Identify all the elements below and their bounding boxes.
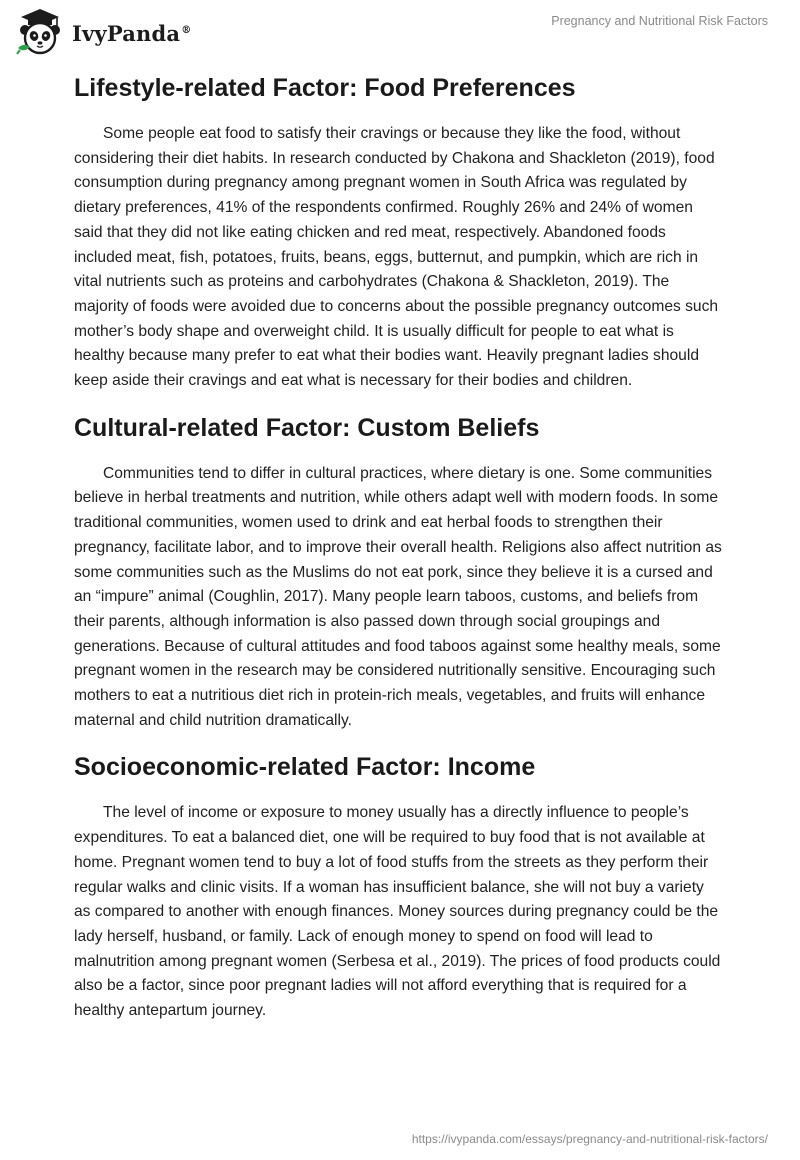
registered-mark: ® <box>181 24 192 36</box>
brand-name: IvyPanda® <box>72 20 192 46</box>
section-paragraph: Some people eat food to satisfy their cravings or because they like the food, without considering their diet habits. In research conducted by Chakona and Shackleton (2019), food consumption during pregnancy among pregnant women in South Africa was regulated by dietary preferences, 41% of the respondents confirmed. Roughly 26% and 24% of women said that they did not like eating chicken and red meat, respectively. Abandoned foods included meat, fish, potatoes, fruits, beans, eggs, butternut, and pumpkin, which are rich in vital nutrients such as proteins and carbohydrates (Chakona & Shackleton, 2019). The majority of foods were avoided due to concerns about the possible pregnancy outcomes such mother’s body shape and overweight child. It is usually difficult for people to eat what is healthy because many prefer to eat what their bodies want. Heavily pregnant ladies should keep aside their cravings and eat what is necessary for their bodies and children. <box>74 125 719 390</box>
page-header <box>0 0 800 64</box>
source-url-link[interactable]: https://ivypanda.com/essays/pregnancy-and-nutritional-risk-factors/ <box>411 1132 768 1146</box>
section-heading: Lifestyle-related Factor: Food Preferences <box>74 74 576 102</box>
panda-logo-icon <box>14 6 66 58</box>
section-income <box>74 749 724 1023</box>
section-heading: Socioeconomic-related Factor: Income <box>74 753 536 782</box>
ivypanda-logo[interactable] <box>14 6 191 58</box>
section-paragraph: Communities tend to differ in cultural practices, where dietary is one. Some communities believe in herbal treatments and nutrition, while others adapt well with modern foods. In some traditional communities, women used to drink and eat herbal foods to strengthen their pregnancy, facilitate labor, and to improve their overall health. Religions also affect nutrition as some communities such as the Muslims do not eat pork, since they believe it is a cursed and an “impure” animal (Coughlin, 2017). Many people learn taboos, customs, and beliefs from their parents, although information is also passed down through social groupings and generations. Because of cultural attitudes and food taboos against some healthy meals, some pregnant women in the research may be considered nutritionally sensitive. Encouraging such mothers to eat a nutritious diet rich in protein-rich meals, vegetables, and fruits will enhance maternal and child nutrition dramatically. <box>74 464 722 729</box>
section-heading: Cultural-related Factor: Custom Beliefs <box>74 413 540 442</box>
section-custom-beliefs <box>74 410 724 734</box>
section-food-preferences <box>74 70 724 394</box>
essay-content <box>74 70 724 1024</box>
section-paragraph: The level of income or exposure to money usually has a directly influence to people’s expenditures. To eat a balanced diet, one will be required to buy food that is not available at home. Pregnant women tend to buy a lot of food stuffs from the streets as they perform their regular walks and clinic visits. If a woman has insufficient balance, she will not buy a variety as compared to another with enough finances. Money sources during pregnancy could be the lady herself, husband, or family. Lack of enough money to spend on food will lead to malnutrition among pregnant women (Serbesa et al., 2019). The prices of food products could also be a factor, since poor pregnant ladies will not afford everything that is required for a healthy antepartum journey. <box>74 804 721 1020</box>
document-title: Pregnancy and Nutritional Risk Factors <box>551 14 768 28</box>
